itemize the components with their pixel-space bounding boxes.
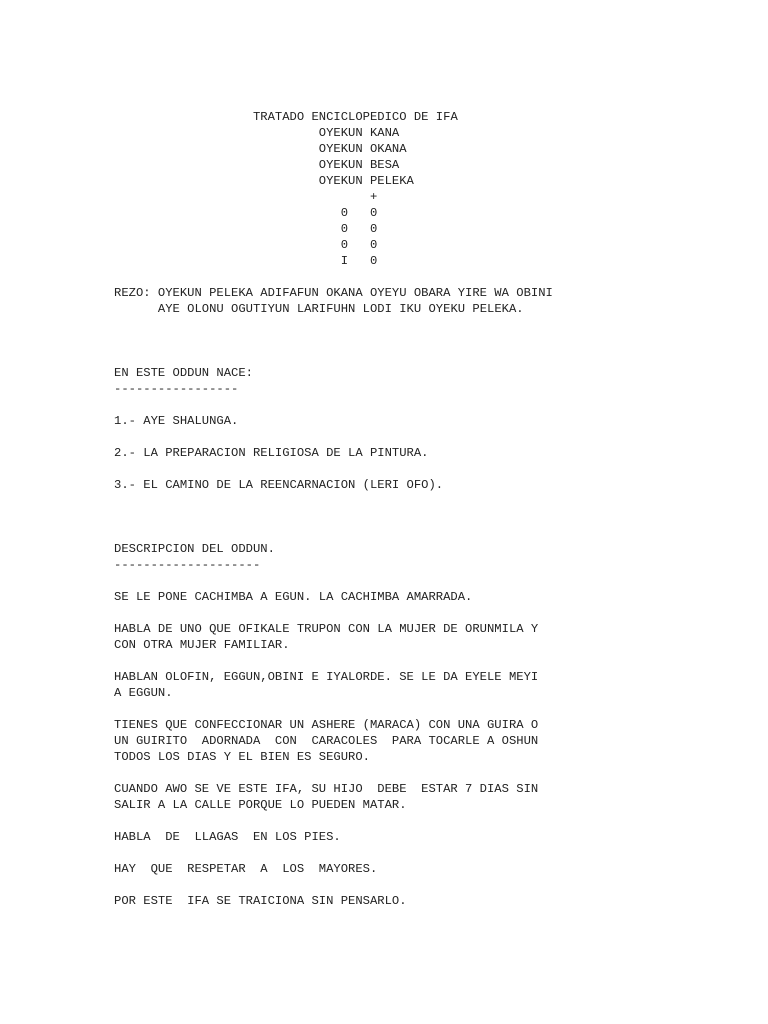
oddun-name-3: OYEKUN BESA — [318, 158, 400, 172]
nace-underline: ----------------- — [114, 382, 239, 396]
oddun-name-2: OYEKUN OKANA — [318, 142, 407, 156]
nace-item-2: 2.- LA PREPARACION RELIGIOSA DE LA PINTURA. — [114, 446, 429, 460]
descripcion-underline: -------------------- — [114, 558, 261, 572]
paragraph-line: TODOS LOS DIAS Y EL BIEN ES SEGURO. — [114, 750, 370, 764]
oddun-mark-row-3: 0 0 — [340, 238, 378, 252]
oddun-mark-row-1: 0 0 — [340, 206, 378, 220]
oddun-name-1: OYEKUN KANA — [318, 126, 400, 140]
paragraph-line: CON OTRA MUJER FAMILIAR. — [114, 638, 290, 652]
oddun-mark-row-2: 0 0 — [340, 222, 378, 236]
document-title: TRATADO ENCICLOPEDICO DE IFA — [252, 110, 458, 124]
paragraph-line: CUANDO AWO SE VE ESTE IFA, SU HIJO DEBE ESTAR 7 DIAS SIN — [114, 782, 539, 796]
nace-item-3: 3.- EL CAMINO DE LA REENCARNACION (LERI OFO). — [114, 478, 444, 492]
paragraph-line: POR ESTE IFA SE TRAICIONA SIN PENSARLO. — [114, 894, 407, 908]
descripcion-paragraph-2 — [114, 621, 754, 653]
descripcion-paragraph-1 — [114, 589, 754, 605]
paragraph-line: HABLA DE LLAGAS EN LOS PIES. — [114, 830, 341, 844]
paragraph-line: HABLAN OLOFIN, EGGUN,OBINI E IYALORDE. SE LE DA EYELE MEYI — [114, 670, 539, 684]
paragraph-line: UN GUIRITO ADORNADA CON CARACOLES PARA TOCARLE A OSHUN — [114, 734, 539, 748]
descripcion-paragraph-3 — [114, 669, 754, 701]
descripcion-paragraph-5 — [114, 781, 754, 813]
descripcion-paragraph-6 — [114, 829, 754, 845]
paragraph-line: TIENES QUE CONFECCIONAR UN ASHERE (MARACA) CON UNA GUIRA O — [114, 718, 539, 732]
paragraph-line: HABLA DE UNO QUE OFIKALE TRUPON CON LA MUJER DE ORUNMILA Y — [114, 622, 539, 636]
document-page — [114, 109, 754, 909]
descripcion-paragraph-7 — [114, 861, 754, 877]
oddun-plus-sign: + — [369, 190, 378, 204]
nace-heading: EN ESTE ODDUN NACE: — [114, 366, 253, 380]
oddun-name-4: OYEKUN PELEKA — [318, 174, 414, 188]
paragraph-line: SE LE PONE CACHIMBA A EGUN. LA CACHIMBA AMARRADA. — [114, 590, 473, 604]
rezo-line-1: REZO: OYEKUN PELEKA ADIFAFUN OKANA OYEYU OBARA YIRE WA OBINI — [114, 286, 553, 300]
paragraph-line: HAY QUE RESPETAR A LOS MAYORES. — [114, 862, 378, 876]
oddun-mark-row-4: I 0 — [340, 254, 378, 268]
descripcion-paragraph-4 — [114, 717, 754, 765]
descripcion-paragraph-8 — [114, 893, 754, 909]
nace-item-1: 1.- AYE SHALUNGA. — [114, 414, 239, 428]
paragraph-line: A EGGUN. — [114, 686, 173, 700]
descripcion-heading: DESCRIPCION DEL ODDUN. — [114, 542, 275, 556]
rezo-line-2: AYE OLONU OGUTIYUN LARIFUHN LODI IKU OYEKU PELEKA. — [157, 302, 524, 316]
paragraph-line: SALIR A LA CALLE PORQUE LO PUEDEN MATAR. — [114, 798, 407, 812]
